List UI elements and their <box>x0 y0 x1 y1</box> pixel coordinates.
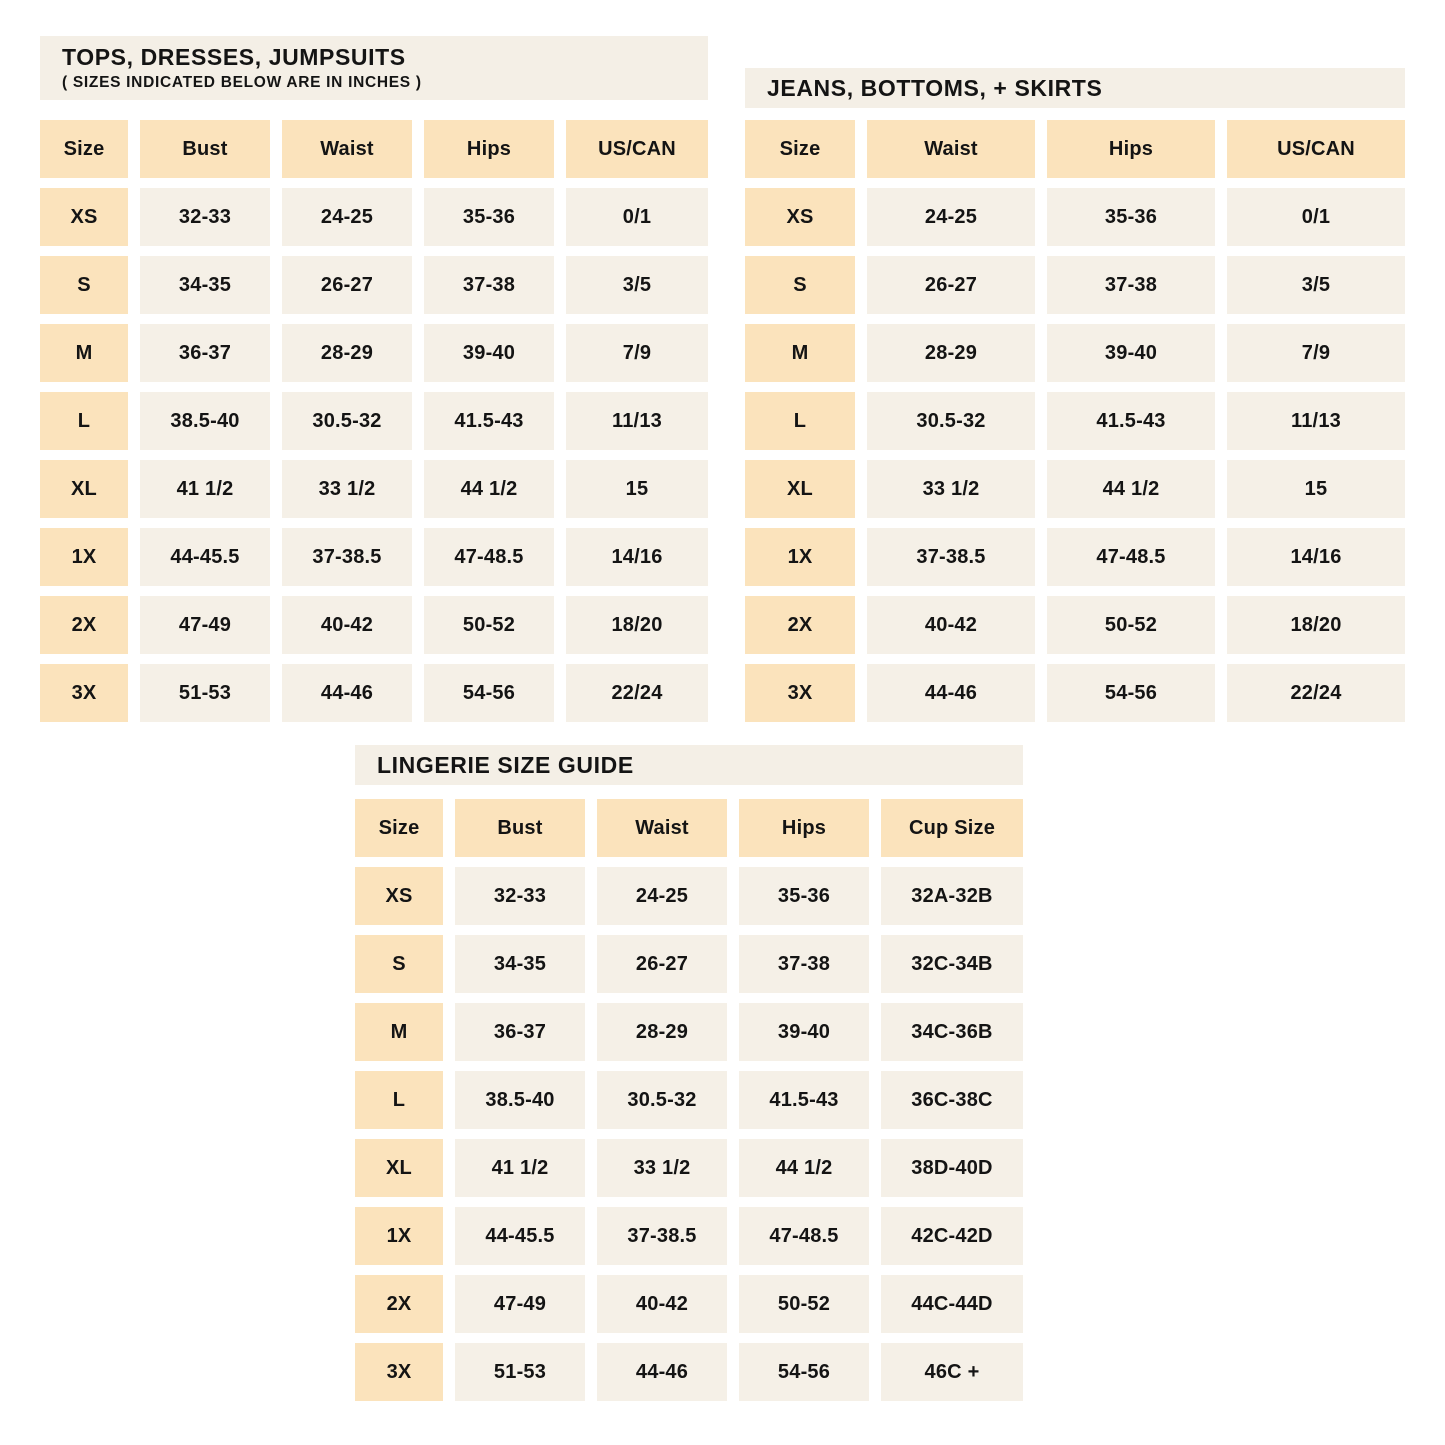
measurement-cell: 40-42 <box>867 596 1035 654</box>
row-size-label-cell: 3X <box>40 664 128 722</box>
measurement-cell: 37-38.5 <box>867 528 1035 586</box>
measurement-cell: 44-45.5 <box>455 1207 585 1265</box>
measurement-cell: 39-40 <box>424 324 554 382</box>
row-size-label-cell: 1X <box>745 528 855 586</box>
measurement-cell: 37-38 <box>1047 256 1215 314</box>
row-size-label-cell: M <box>355 1003 443 1061</box>
column-header-waist: Waist <box>867 120 1035 178</box>
measurement-cell: 37-38 <box>739 935 869 993</box>
measurement-cell: 32-33 <box>140 188 270 246</box>
measurement-cell: 54-56 <box>424 664 554 722</box>
row-size-label-cell: XL <box>40 460 128 518</box>
measurement-cell: 26-27 <box>867 256 1035 314</box>
measurement-cell: 15 <box>1227 460 1405 518</box>
measurement-cell: 51-53 <box>455 1343 585 1401</box>
measurement-cell: 35-36 <box>1047 188 1215 246</box>
measurement-cell: 15 <box>566 460 708 518</box>
row-size-label-cell: S <box>745 256 855 314</box>
table-title-banner <box>745 68 1405 108</box>
measurement-cell: 28-29 <box>282 324 412 382</box>
size-table-lingerie <box>355 745 1023 1401</box>
measurement-cell: 3/5 <box>1227 256 1405 314</box>
row-size-label-cell: 2X <box>40 596 128 654</box>
measurement-cell: 11/13 <box>566 392 708 450</box>
measurement-cell: 18/20 <box>566 596 708 654</box>
measurement-cell: 30.5-32 <box>282 392 412 450</box>
measurement-cell: 14/16 <box>566 528 708 586</box>
measurement-cell: 24-25 <box>867 188 1035 246</box>
measurement-cell: 34C-36B <box>881 1003 1023 1061</box>
measurement-cell: 7/9 <box>1227 324 1405 382</box>
column-header-bust: Bust <box>140 120 270 178</box>
measurement-cell: 18/20 <box>1227 596 1405 654</box>
row-size-label-cell: S <box>355 935 443 993</box>
measurement-cell: 24-25 <box>282 188 412 246</box>
column-header-bust: Bust <box>455 799 585 857</box>
measurement-cell: 40-42 <box>282 596 412 654</box>
measurement-cell: 26-27 <box>282 256 412 314</box>
measurement-cell: 7/9 <box>566 324 708 382</box>
measurement-cell: 44C-44D <box>881 1275 1023 1333</box>
measurement-cell: 39-40 <box>739 1003 869 1061</box>
measurement-cell: 28-29 <box>597 1003 727 1061</box>
measurement-cell: 24-25 <box>597 867 727 925</box>
table-grid <box>745 120 1405 722</box>
row-size-label-cell: 1X <box>40 528 128 586</box>
table-title-banner <box>355 745 1023 785</box>
measurement-cell: 38.5-40 <box>140 392 270 450</box>
measurement-cell: 42C-42D <box>881 1207 1023 1265</box>
measurement-cell: 0/1 <box>1227 188 1405 246</box>
row-size-label-cell: XL <box>355 1139 443 1197</box>
measurement-cell: 51-53 <box>140 664 270 722</box>
measurement-cell: 33 1/2 <box>282 460 412 518</box>
column-header-us-can: US/CAN <box>566 120 708 178</box>
column-header-hips: Hips <box>424 120 554 178</box>
column-header-hips: Hips <box>1047 120 1215 178</box>
measurement-cell: 44 1/2 <box>739 1139 869 1197</box>
column-header-size: Size <box>355 799 443 857</box>
size-table-jeans-bottoms-skirts <box>745 68 1405 722</box>
table-grid <box>40 120 708 722</box>
measurement-cell: 22/24 <box>1227 664 1405 722</box>
column-header-waist: Waist <box>597 799 727 857</box>
measurement-cell: 11/13 <box>1227 392 1405 450</box>
measurement-cell: 32C-34B <box>881 935 1023 993</box>
measurement-cell: 22/24 <box>566 664 708 722</box>
measurement-cell: 50-52 <box>1047 596 1215 654</box>
row-size-label-cell: L <box>40 392 128 450</box>
measurement-cell: 44-46 <box>597 1343 727 1401</box>
measurement-cell: 50-52 <box>739 1275 869 1333</box>
size-table-tops-dresses-jumpsuits <box>40 36 708 722</box>
measurement-cell: 50-52 <box>424 596 554 654</box>
measurement-cell: 32-33 <box>455 867 585 925</box>
measurement-cell: 44-46 <box>867 664 1035 722</box>
row-size-label-cell: XL <box>745 460 855 518</box>
row-size-label-cell: 2X <box>745 596 855 654</box>
measurement-cell: 47-49 <box>455 1275 585 1333</box>
column-header-us-can: US/CAN <box>1227 120 1405 178</box>
measurement-cell: 38.5-40 <box>455 1071 585 1129</box>
table-subtitle: ( SIZES INDICATED BELOW ARE IN INCHES ) <box>62 73 422 91</box>
measurement-cell: 41 1/2 <box>140 460 270 518</box>
table-grid <box>355 799 1023 1401</box>
measurement-cell: 38D-40D <box>881 1139 1023 1197</box>
row-size-label-cell: M <box>745 324 855 382</box>
measurement-cell: 44-45.5 <box>140 528 270 586</box>
measurement-cell: 47-48.5 <box>1047 528 1215 586</box>
measurement-cell: 34-35 <box>455 935 585 993</box>
measurement-cell: 39-40 <box>1047 324 1215 382</box>
table-title: LINGERIE SIZE GUIDE <box>377 751 634 778</box>
row-size-label-cell: 2X <box>355 1275 443 1333</box>
row-size-label-cell: S <box>40 256 128 314</box>
measurement-cell: 35-36 <box>424 188 554 246</box>
measurement-cell: 47-49 <box>140 596 270 654</box>
row-size-label-cell: XS <box>40 188 128 246</box>
measurement-cell: 26-27 <box>597 935 727 993</box>
measurement-cell: 33 1/2 <box>597 1139 727 1197</box>
measurement-cell: 37-38.5 <box>597 1207 727 1265</box>
column-header-cup-size: Cup Size <box>881 799 1023 857</box>
measurement-cell: 41.5-43 <box>739 1071 869 1129</box>
measurement-cell: 46C + <box>881 1343 1023 1401</box>
measurement-cell: 44 1/2 <box>1047 460 1215 518</box>
row-size-label-cell: L <box>355 1071 443 1129</box>
measurement-cell: 28-29 <box>867 324 1035 382</box>
measurement-cell: 54-56 <box>1047 664 1215 722</box>
column-header-waist: Waist <box>282 120 412 178</box>
measurement-cell: 41 1/2 <box>455 1139 585 1197</box>
table-title-banner <box>40 36 708 100</box>
row-size-label-cell: 3X <box>355 1343 443 1401</box>
row-size-label-cell: M <box>40 324 128 382</box>
measurement-cell: 37-38.5 <box>282 528 412 586</box>
row-size-label-cell: XS <box>745 188 855 246</box>
measurement-cell: 3/5 <box>566 256 708 314</box>
measurement-cell: 54-56 <box>739 1343 869 1401</box>
measurement-cell: 36-37 <box>455 1003 585 1061</box>
column-header-hips: Hips <box>739 799 869 857</box>
table-title: TOPS, DRESSES, JUMPSUITS <box>62 44 406 71</box>
measurement-cell: 36C-38C <box>881 1071 1023 1129</box>
measurement-cell: 36-37 <box>140 324 270 382</box>
row-size-label-cell: XS <box>355 867 443 925</box>
measurement-cell: 44-46 <box>282 664 412 722</box>
measurement-cell: 40-42 <box>597 1275 727 1333</box>
measurement-cell: 34-35 <box>140 256 270 314</box>
row-size-label-cell: 1X <box>355 1207 443 1265</box>
measurement-cell: 32A-32B <box>881 867 1023 925</box>
row-size-label-cell: 3X <box>745 664 855 722</box>
column-header-size: Size <box>40 120 128 178</box>
measurement-cell: 47-48.5 <box>739 1207 869 1265</box>
measurement-cell: 30.5-32 <box>867 392 1035 450</box>
measurement-cell: 47-48.5 <box>424 528 554 586</box>
column-header-size: Size <box>745 120 855 178</box>
measurement-cell: 35-36 <box>739 867 869 925</box>
measurement-cell: 37-38 <box>424 256 554 314</box>
row-size-label-cell: L <box>745 392 855 450</box>
measurement-cell: 41.5-43 <box>424 392 554 450</box>
measurement-cell: 33 1/2 <box>867 460 1035 518</box>
measurement-cell: 30.5-32 <box>597 1071 727 1129</box>
measurement-cell: 41.5-43 <box>1047 392 1215 450</box>
measurement-cell: 0/1 <box>566 188 708 246</box>
measurement-cell: 14/16 <box>1227 528 1405 586</box>
measurement-cell: 44 1/2 <box>424 460 554 518</box>
table-title: JEANS, BOTTOMS, + SKIRTS <box>767 74 1103 101</box>
